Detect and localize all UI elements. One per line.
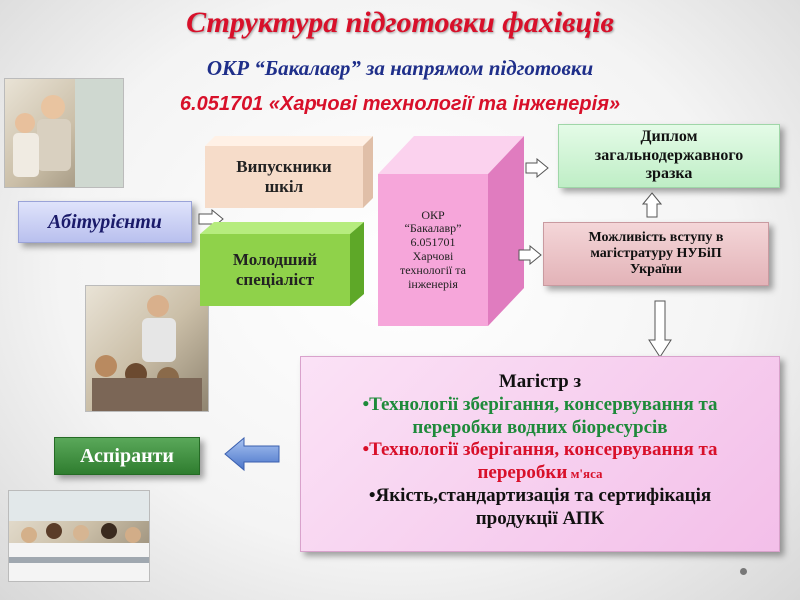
master-heading: Магістр з (498, 371, 582, 392)
master-entry-line3: України (629, 262, 682, 278)
graduates-label (205, 146, 363, 208)
lecture-photo-illustration (86, 286, 208, 411)
arrow-down-icon (648, 300, 672, 358)
page-title: Структура підготовки фахівців (186, 6, 614, 39)
diploma-line1: Диплом (640, 128, 698, 146)
master-item2-bold: переробки (477, 462, 568, 484)
master-entry-box (543, 222, 769, 286)
master-item3-line2: продукції АПК (475, 507, 605, 529)
applicants-box (18, 201, 192, 243)
master-box (300, 356, 780, 552)
teacher-photo-illustration (5, 79, 123, 187)
classroom-photo (8, 490, 150, 582)
teacher-photo (4, 78, 124, 188)
applicants-label: Абітурієнти (48, 210, 162, 233)
master-entry-line1: Можливість вступу в (588, 229, 724, 245)
page-subtitle: ОКР “Бакалавр” за напрямом підготовки (206, 56, 594, 80)
bachelor-line3: 6.051701 (410, 235, 456, 250)
junior-line2: спеціаліст (235, 270, 315, 289)
master-item3-line1: •Якість,стандартизація та сертифікація (368, 484, 712, 506)
graduates-line2: шкіл (264, 177, 304, 196)
lecture-photo (85, 285, 209, 412)
junior-line1: Молодший (232, 250, 318, 270)
phd-label: Аспіранти (80, 444, 174, 467)
bachelor-line5: технології та (400, 262, 466, 277)
arrow-right-icon (518, 245, 542, 265)
arrow-right-icon (525, 158, 549, 178)
diploma-line3: зразка (645, 165, 693, 183)
diploma-box (558, 124, 780, 188)
junior-label (200, 234, 350, 306)
master-entry-line2: магістратуру НУБіП (590, 245, 722, 261)
program-title: 6.051701 «Харчові технології та інженерія» (179, 93, 621, 115)
phd-box (54, 437, 200, 475)
classroom-photo-illustration (9, 491, 149, 581)
master-item2-line2 (307, 462, 773, 485)
master-item1-line2: переробки водних біоресурсів (412, 416, 668, 438)
bachelor-label (378, 174, 488, 326)
bachelor-line6: інженерія (408, 276, 458, 291)
arrow-up-icon (642, 192, 662, 218)
graduates-line1: Випускники (236, 157, 332, 177)
bachelor-line1: ОКР (421, 207, 445, 222)
slide-dot (740, 568, 747, 575)
master-item2-small: м'яса (567, 466, 603, 482)
bachelor-line4: Харчові (412, 249, 454, 263)
master-item2-line1: •Технології зберігання, консервування та (362, 439, 718, 461)
arrow-left-icon (224, 436, 280, 472)
master-item1-line1: •Технології зберігання, консервування та (362, 393, 718, 415)
bachelor-line2: “Бакалавр” (404, 221, 462, 236)
diploma-line2: загальнодержавного (594, 146, 744, 164)
